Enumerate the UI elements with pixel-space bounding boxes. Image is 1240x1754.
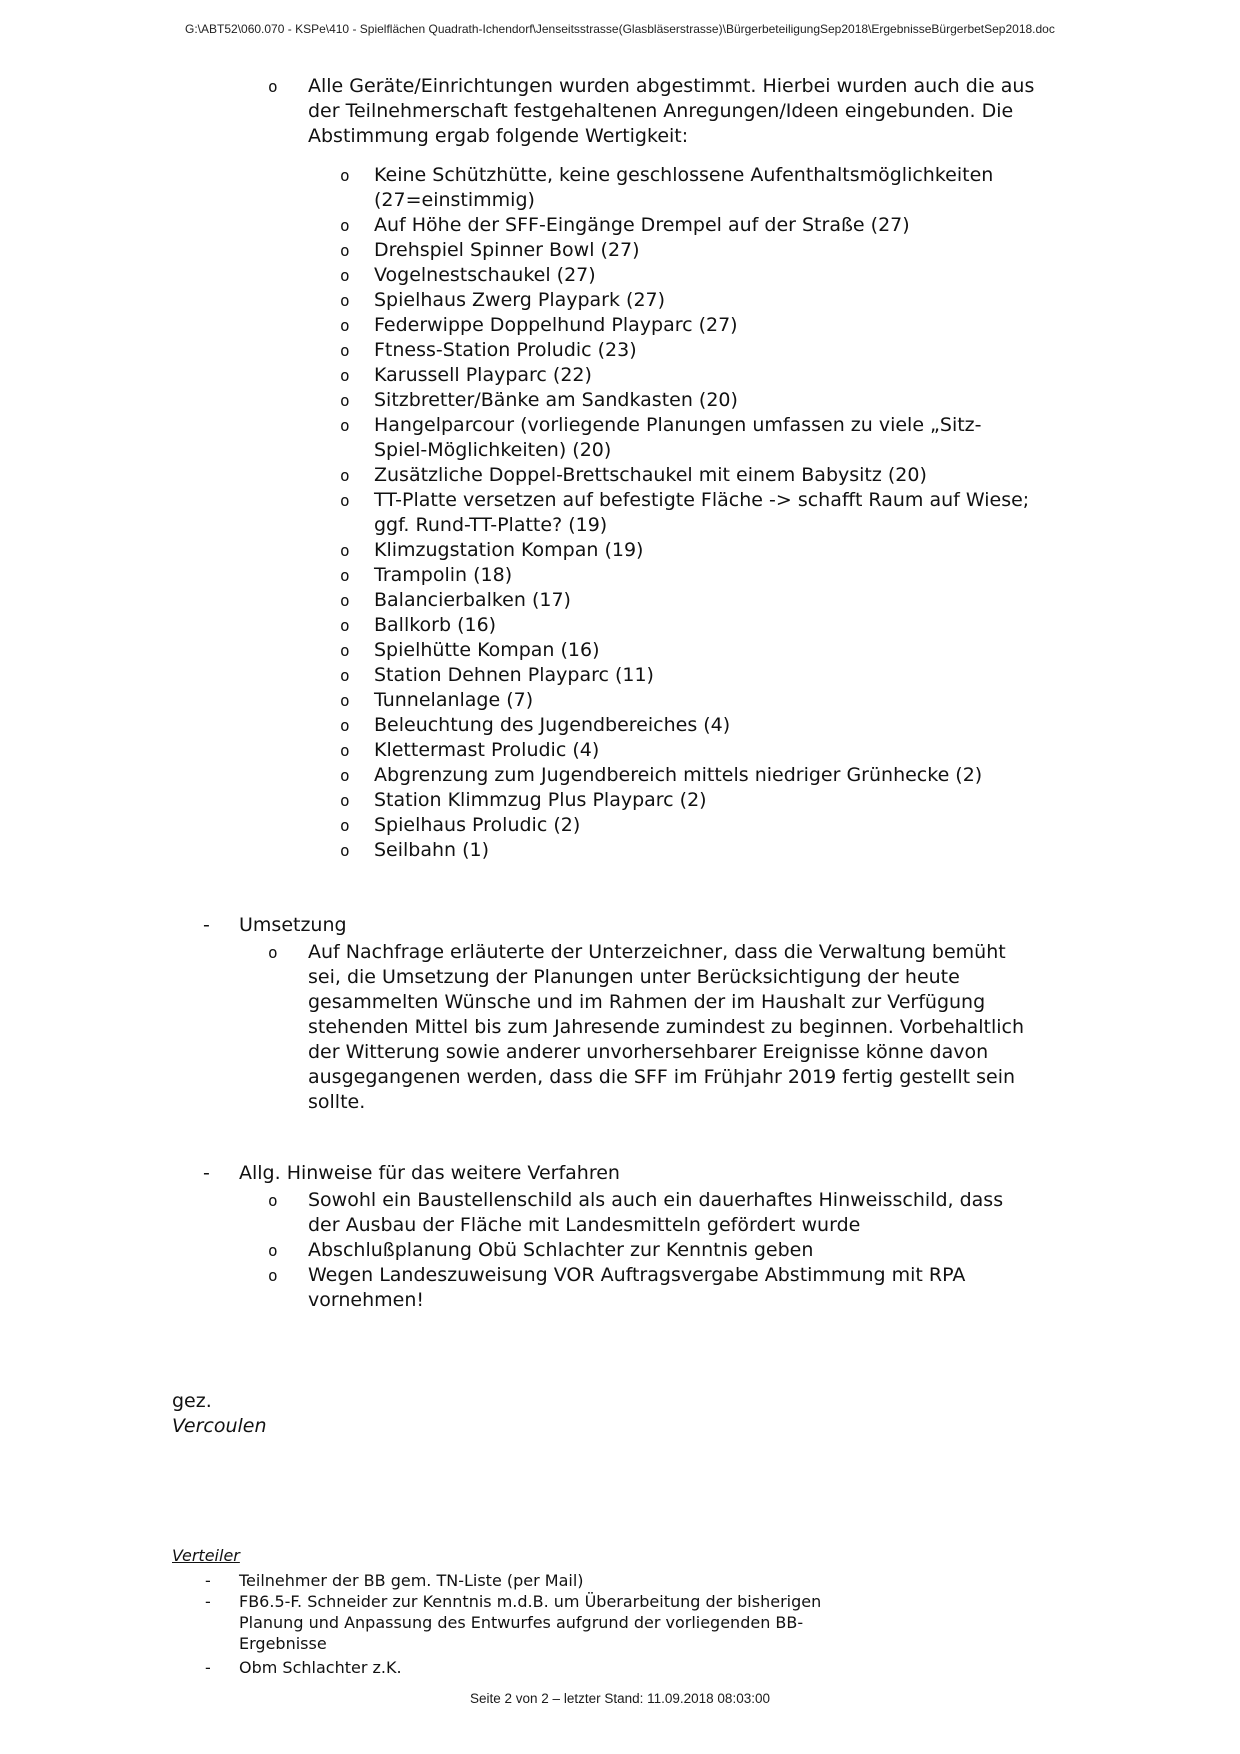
page-footer: Seite 2 von 2 – letzter Stand: 11.09.2018 08:03:00: [470, 1691, 770, 1706]
circle-bullet-marker: o: [268, 1191, 278, 1210]
list-item-text: Wegen Landeszuweisung VOR Auftragsvergabe Abstimmung mit RPA vornehmen!: [308, 1264, 966, 1311]
list-item: [172, 1591, 872, 1654]
list-item-text: Abschlußplanung Obü Schlachter zur Kenntnis geben: [308, 1239, 814, 1261]
list-item-text: Auf Nachfrage erläuterte der Unterzeichner, dass die Verwaltung bemüht sei, die Umsetzung der Planungen unter Berücksichtigung der heute gesammelten Wünsche und im Rahmen der im Haushalt zur Verfügung stehenden Mittel bis zum Jahresende zumindest zu beginnen. Vorbehaltlich der Witterung sowie anderer unvorhersehbarer Ereignisse könne davon ausgegangenen werden, dass die SFF im Frühjahr 2019 fertig gestellt sein sollte.: [308, 941, 1025, 1113]
list-item: [268, 940, 1038, 1115]
list-item-text: Obm Schlachter z.K.: [239, 1658, 402, 1677]
circle-bullet-marker: o: [340, 766, 350, 785]
circle-bullet-marker: o: [340, 566, 350, 585]
list-item-text: Hangelparcour (vorliegende Planungen umfassen zu viele „Sitz-Spiel-Möglichkeiten) (20): [374, 414, 982, 461]
circle-bullet-marker: o: [340, 616, 350, 635]
list-item-text: Ftness-Station Proludic (23): [374, 339, 637, 361]
list-item: [340, 463, 1034, 488]
signature-block: [172, 1389, 1240, 1439]
circle-bullet-marker: o: [340, 716, 350, 735]
list-item-text: Ballkorb (16): [374, 614, 497, 636]
circle-bullet-marker: o: [268, 77, 278, 96]
list-item-text: TT-Platte versetzen auf befestigte Fläche -> schafft Raum auf Wiese; ggf. Rund-TT-Platte? (19): [374, 489, 1030, 536]
list-item-text: Station Dehnen Playparc (11): [374, 664, 654, 686]
circle-bullet-marker: o: [340, 641, 350, 660]
list-item: [340, 288, 1034, 313]
section-items: [0, 1188, 1240, 1313]
list-item: [340, 713, 1034, 738]
section-title: Allg. Hinweise für das weitere Verfahren: [239, 1162, 620, 1184]
signature-prefix: gez.: [172, 1390, 212, 1412]
circle-bullet-marker: o: [340, 541, 350, 560]
list-item-text: FB6.5-F. Schneider zur Kenntnis m.d.B. um Überarbeitung der bisherigen Planung und Anpassung des Entwurfes aufgrund der vorliegenden BB-Ergebnisse: [239, 1592, 822, 1653]
section-title: Umsetzung: [239, 914, 347, 936]
list-item-text: Vogelnestschaukel (27): [374, 264, 596, 286]
list-item: [340, 763, 1034, 788]
list-item-text: Station Klimmzug Plus Playparc (2): [374, 789, 707, 811]
list-item-text: Trampolin (18): [374, 564, 513, 586]
list-item: [340, 263, 1034, 288]
circle-bullet-marker: o: [340, 841, 350, 860]
list-item: [340, 413, 1034, 463]
circle-bullet-marker: o: [340, 491, 350, 510]
section-heading: [203, 1161, 1033, 1186]
list-item: [340, 363, 1034, 388]
list-item: [172, 1570, 872, 1591]
list-item-text: Teilnehmer der BB gem. TN-Liste (per Mail): [239, 1571, 584, 1590]
circle-bullet-marker: o: [268, 943, 278, 962]
circle-bullet-marker: o: [340, 216, 350, 235]
circle-bullet-marker: o: [268, 1241, 278, 1260]
list-item-text: Spielhaus Proludic (2): [374, 814, 581, 836]
section-umsetzung: [0, 913, 1240, 1115]
circle-bullet-marker: o: [340, 591, 350, 610]
document-file-path: G:\ABT52\060.070 - KSPe\410 - Spielflächen Quadrath-Ichendorf\Jenseitsstrasse(Glasbläserstrasse)\BürgerbeteiligungSep2018\ErgebnisseBürgerbetSep2018.doc: [185, 22, 1055, 36]
list-item-text: Abgrenzung zum Jugendbereich mittels niedriger Grünhecke (2): [374, 764, 983, 786]
circle-bullet-marker: o: [340, 341, 350, 360]
list-item-text: Zusätzliche Doppel-Brettschaukel mit einem Babysitz (20): [374, 464, 927, 486]
dash-bullet-marker: -: [203, 1162, 210, 1184]
circle-bullet-marker: o: [340, 316, 350, 335]
signature-name: Vercoulen: [172, 1415, 267, 1437]
circle-bullet-marker: o: [340, 691, 350, 710]
dash-bullet-marker: -: [205, 1592, 211, 1611]
list-item-text: Balancierbalken (17): [374, 589, 571, 611]
list-item: [340, 838, 1034, 863]
list-item-text: Drehspiel Spinner Bowl (27): [374, 239, 640, 261]
list-item: [340, 638, 1034, 663]
list-item: [340, 738, 1034, 763]
section-allg-hinweise: [0, 1161, 1240, 1313]
section-heading: [203, 913, 1033, 938]
list-item: [340, 788, 1034, 813]
list-item: [340, 538, 1034, 563]
list-item: [340, 338, 1034, 363]
list-item: [340, 613, 1034, 638]
circle-bullet-marker: o: [340, 266, 350, 285]
list-item: [268, 1238, 1038, 1263]
list-item: [340, 488, 1034, 538]
list-item: [340, 588, 1034, 613]
circle-bullet-marker: o: [340, 816, 350, 835]
list-item: [172, 1657, 872, 1678]
distribution-title: Verteiler: [172, 1546, 240, 1565]
circle-bullet-marker: o: [340, 416, 350, 435]
intro-paragraph: [268, 74, 1038, 149]
circle-bullet-marker: o: [340, 466, 350, 485]
distribution-block: [172, 1545, 1240, 1678]
list-item: [340, 688, 1034, 713]
circle-bullet-marker: o: [340, 166, 350, 185]
circle-bullet-marker: o: [340, 291, 350, 310]
circle-bullet-marker: o: [340, 666, 350, 685]
list-item: [340, 313, 1034, 338]
list-item-text: Tunnelanlage (7): [374, 689, 534, 711]
list-item: [340, 663, 1034, 688]
list-item-text: Sowohl ein Baustellenschild als auch ein dauerhaftes Hinweisschild, dass der Ausbau der Fläche mit Landesmitteln gefördert wurde: [308, 1189, 1004, 1236]
circle-bullet-marker: o: [340, 391, 350, 410]
list-item: [340, 238, 1034, 263]
dash-bullet-marker: -: [205, 1658, 211, 1677]
list-item-text: Sitzbretter/Bänke am Sandkasten (20): [374, 389, 738, 411]
voting-results-list: [0, 163, 1240, 863]
circle-bullet-marker: o: [340, 366, 350, 385]
list-item-text: Beleuchtung des Jugendbereiches (4): [374, 714, 731, 736]
circle-bullet-marker: o: [340, 241, 350, 260]
list-item-text: Federwippe Doppelhund Playparc (27): [374, 314, 738, 336]
list-item: [340, 388, 1034, 413]
list-item-text: Spielhaus Zwerg Playpark (27): [374, 289, 666, 311]
circle-bullet-marker: o: [340, 791, 350, 810]
list-item: [340, 813, 1034, 838]
dash-bullet-marker: -: [203, 914, 210, 936]
document-body: [0, 74, 1240, 1678]
list-item-text: Klimzugstation Kompan (19): [374, 539, 644, 561]
list-item-text: Klettermast Proludic (4): [374, 739, 600, 761]
list-item-text: Karussell Playparc (22): [374, 364, 592, 386]
list-item: [340, 163, 1034, 213]
list-item-text: Seilbahn (1): [374, 839, 490, 861]
list-item-text: Spielhütte Kompan (16): [374, 639, 600, 661]
intro-text: Alle Geräte/Einrichtungen wurden abgestimmt. Hierbei wurden auch die aus der Teilnehmerschaft festgehaltenen Anregungen/Ideen eingebunden. Die Abstimmung ergab folgende Wertigkeit:: [308, 75, 1035, 147]
circle-bullet-marker: o: [340, 741, 350, 760]
list-item: [268, 1263, 1038, 1313]
section-items: [0, 940, 1240, 1115]
list-item-text: Keine Schützhütte, keine geschlossene Aufenthaltsmöglichkeiten (27=einstimmig): [374, 164, 994, 211]
dash-bullet-marker: -: [205, 1571, 211, 1590]
list-item: [268, 1188, 1038, 1238]
circle-bullet-marker: o: [268, 1266, 278, 1285]
list-item-text: Auf Höhe der SFF-Eingänge Drempel auf der Straße (27): [374, 214, 910, 236]
list-item: [340, 213, 1034, 238]
list-item: [340, 563, 1034, 588]
